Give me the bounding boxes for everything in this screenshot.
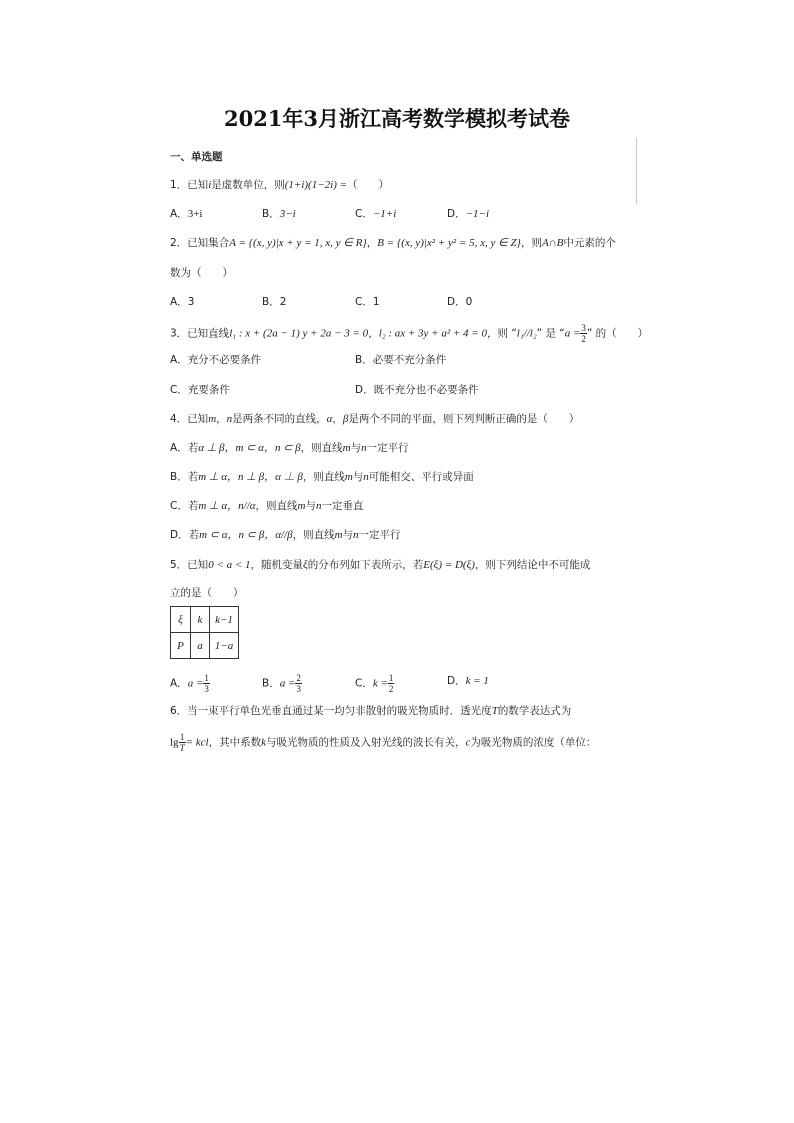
q1-option-b: B．3−i — [262, 208, 296, 220]
q1-option-c: C．−1+i — [355, 208, 397, 220]
q5-option-d: D．k = 1 — [447, 675, 489, 687]
page-title: 2021年3月浙江高考数学模拟考试卷 — [223, 106, 571, 131]
table-cell: k — [191, 607, 210, 633]
question-1-stem: 1．已知i是虚数单位，则(1+i)(1−2i) =（ ） — [170, 179, 390, 191]
q3-option-c: C．充要条件 — [170, 384, 230, 396]
question-3-stem: 3．已知直线l₁ : x + (2a − 1) y + 2a − 3 = 0，l₂ : ax + 3y + a² + 4 = 0，则 “l₁//l₂” 是 “a = $\frac{3}{2}$ ” 的（ ） — [170, 323, 649, 344]
q1-option-a: A．3+i — [170, 208, 203, 220]
q1-option-d: D．−1−i — [447, 208, 489, 220]
q5-option-c: C．k = $\frac{1}{2}$ — [355, 673, 394, 694]
question-6-stem-cont: lg $\frac{1}{T}$ = kcl，其中系数k与吸光物质的性质及入射光线的波长有关，c为吸光物质的浓度（单位： — [170, 732, 597, 753]
line-l1-expression: l₁ : x + (2a − 1) y + 2a − 3 = 0 — [229, 327, 369, 340]
set-b-expression: B = {(x, y)|x² + y² = 5, x, y ∈ Z} — [377, 237, 521, 249]
question-4-stem: 4．已知m，n是两条不同的直线，α，β是两个不同的平面，则下列判断正确的是（ ） — [170, 413, 580, 425]
question-2-stem: 2．已知集合A = {(x, y)|x + y = 1, x, y ∈ R}，B = {(x, y)|x² + y² = 5, x, y ∈ Z}，则A∩B中元素的个 — [170, 237, 616, 249]
q2-option-a: A．3 — [170, 296, 195, 308]
q2-option-c: C．1 — [355, 296, 380, 308]
q3-option-d: D．既不充分也不必要条件 — [355, 384, 479, 396]
q5-option-b: B．a = $\frac{2}{3}$ — [262, 673, 301, 694]
q4-option-b: B．若m ⊥ α，n ⊥ β，α ⊥ β，则直线m与n可能相交、平行或异面 — [170, 471, 474, 483]
section-heading: 一、单选题 — [170, 151, 223, 163]
table-cell: k−1 — [210, 607, 239, 633]
q3-option-a: A．充分不必要条件 — [170, 354, 262, 366]
table-cell: P — [171, 633, 191, 659]
q3-option-b: B．必要不充分条件 — [355, 354, 447, 366]
table-cell: 1−a — [210, 633, 239, 659]
q5-option-a: A．a = $\frac{1}{3}$ — [170, 673, 209, 694]
line-l2-expression: l₂ : ax + 3y + a² + 4 = 0 — [378, 327, 487, 340]
question-6-stem: 6．当一束平行单色光垂直通过某一均匀非散射的吸光物质时．透光度T的数学表达式为 — [170, 705, 572, 717]
question-5-stem-cont: 立的是（ ） — [170, 587, 244, 599]
fraction-three-halves: $\frac{3}{2}$ — [581, 323, 586, 344]
table-cell: a — [191, 633, 210, 659]
table-row — [171, 607, 239, 633]
table-row — [171, 633, 239, 659]
q2-option-b: B．2 — [262, 296, 287, 308]
margin-rule — [636, 138, 637, 204]
question-5-stem: 5．已知0 < a < 1，随机变量ξ的分布列如下表所示，若E(ξ) = D(ξ)，则下列结论中不可能成 — [170, 559, 591, 571]
set-a-expression: A = {(x, y)|x + y = 1, x, y ∈ R} — [229, 237, 367, 249]
q4-option-d: D．若m ⊂ α，n ⊂ β，α//β，则直线m与n一定平行 — [170, 529, 401, 541]
distribution-table — [170, 606, 239, 659]
table-cell: ξ — [171, 607, 191, 633]
question-2-stem-cont: 数为（ ） — [170, 267, 233, 279]
q4-option-c: C．若m ⊥ α，n//α，则直线m与n一定垂直 — [170, 500, 364, 512]
q4-option-a: A．若α ⊥ β，m ⊂ α，n ⊂ β，则直线m与n一定平行 — [170, 442, 409, 454]
question-1-expression: (1+i)(1−2i) = — [284, 179, 348, 191]
q2-option-d: D．0 — [447, 296, 473, 308]
